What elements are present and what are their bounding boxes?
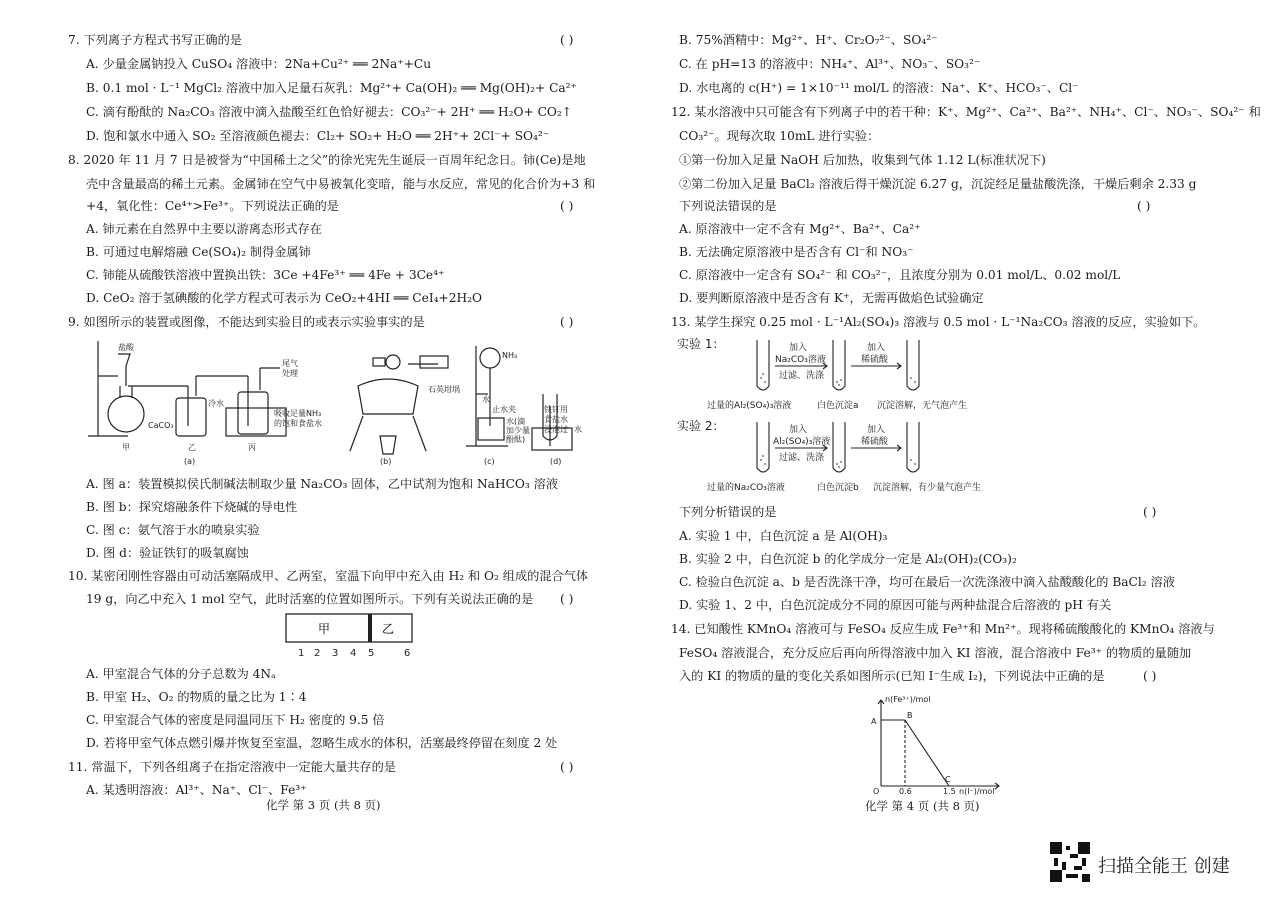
q8-bracket: ( ) bbox=[560, 199, 574, 213]
q13-option-b: B. 实验 2 中，白色沉淀 b 的化学成分一定是 Al₂(OH)₂(CO₃)₂ bbox=[679, 552, 1017, 566]
q8-stem-line2: 壳中含量最高的稀土元素。金属铈在空气中易被氧化变暗，能与水反应，常见的化合价为+3 和 bbox=[86, 177, 596, 191]
q9-stem: 9. 如图所示的装置或图像，不能达到实验目的或表示实验事实的是 bbox=[68, 315, 425, 329]
fig-water-drop1: 水(滴 bbox=[506, 417, 526, 426]
exp1-caption3: 沉淀溶解，无气泡产生 bbox=[877, 401, 968, 411]
scanner-watermark: 扫描全能王 创建 bbox=[1098, 856, 1230, 877]
q13-option-d: D. 实验 1、2 中，白色沉淀成分不同的原因可能与两种盐混合后溶液的 pH 有关 bbox=[679, 598, 1112, 612]
fig-d-note3: 浸泡过 bbox=[544, 425, 568, 434]
q14-stem-line3: 入的 KI 的物质的量的变化关系如图所示(已知 I⁻生成 I₂)，下列说法中正确的是 bbox=[679, 669, 1105, 683]
piston-tick: 4 bbox=[350, 648, 357, 659]
exp1-reagent: Na₂CO₃溶液 bbox=[775, 355, 826, 365]
q12-stem-line2: CO₃²⁻。现每次取 10mL 进行实验： bbox=[679, 129, 880, 143]
right-page bbox=[637, 0, 1274, 900]
q8-option-c: C. 铈能从硫酸铁溶液中置换出铁：3Ce +4Fe³⁺ ══ 4Fe + 3Ce⁴⁺ bbox=[86, 268, 445, 282]
q7-stem: 7. 下列离子方程式书写正确的是 bbox=[68, 33, 242, 47]
fig-hcl-label: 盐酸 bbox=[118, 343, 134, 352]
graph-point-a: A bbox=[871, 717, 877, 726]
graph-origin: O bbox=[873, 787, 880, 796]
q12-step1: ①第一份加入足量 NaOH 后加热，收集到气体 1.12 L(标准状况下) bbox=[679, 153, 1046, 167]
q9-option-c: C. 图 c：氨气溶于水的喷泉实验 bbox=[86, 523, 260, 537]
fig-c-label: (c) bbox=[484, 457, 495, 466]
q12-option-d: D. 要判断原溶液中是否含有 K⁺，无需再做焰色试验确定 bbox=[679, 291, 984, 305]
fig-crucible-label: 石英坩埚 bbox=[428, 385, 460, 394]
exp2-caption1: 过量的Na₂CO₃溶液 bbox=[707, 483, 785, 493]
fig-caco3-label: CaCO₃ bbox=[148, 421, 174, 430]
exp2-add: 加入 bbox=[789, 425, 808, 435]
fig-yi-label: 乙 bbox=[188, 443, 196, 452]
qr-code-icon bbox=[1050, 842, 1090, 882]
fig-water-drop3: 酚酞) bbox=[506, 435, 526, 444]
fig-bing-label: 丙 bbox=[248, 443, 256, 452]
q10-piston-figure bbox=[284, 612, 418, 662]
fig-tail-label1: 尾气 bbox=[282, 359, 298, 368]
fig-d-note1: 铁钉用 bbox=[544, 405, 568, 414]
q9-option-d: D. 图 d：验证铁钉的吸氧腐蚀 bbox=[86, 546, 249, 560]
q13-bracket: ( ) bbox=[1143, 505, 1157, 519]
fig-nh3-label: NH₃ bbox=[502, 351, 518, 360]
fig-water-label: 水 bbox=[482, 395, 490, 404]
q12-option-c: C. 原溶液中一定含有 SO₄²⁻ 和 CO₃²⁻，且浓度分别为 0.01 mol/L、0.02 mol/L bbox=[679, 268, 1121, 282]
graph-x1: 0.6 bbox=[899, 787, 912, 796]
q10-bracket: ( ) bbox=[560, 592, 574, 606]
q7-option-b: B. 0.1 mol · L⁻¹ MgCl₂ 溶液中加入足量石灰乳：Mg²⁺+ Ca(OH)₂ ══ Mg(OH)₂+ Ca²⁺ bbox=[86, 81, 577, 95]
piston-tick: 6 bbox=[404, 648, 411, 659]
graph-ylabel: n(Fe³⁺)/mol bbox=[885, 695, 931, 704]
q9-option-a: A. 图 a：装置模拟侯氏制碱法制取少量 Na₂CO₃ 固体，乙中试剂为饱和 NaHCO₃ 溶液 bbox=[86, 477, 559, 491]
q12-stem-line1: 12. 某水溶液中只可能含有下列离子中的若干种：K⁺、Mg²⁺、Ca²⁺、Ba²⁺、NH₄⁺、Cl⁻、NO₃⁻、SO₄²⁻ 和 bbox=[671, 105, 1261, 119]
q11-option-d: D. 水电离的 c(H⁺) = 1×10⁻¹¹ mol/L 的溶液：Na⁺、K⁺、HCO₃⁻、Cl⁻ bbox=[679, 81, 1079, 95]
fig-b-label: (b) bbox=[380, 457, 392, 466]
right-footer: 化学 第 4 页 (共 8 页) bbox=[865, 799, 980, 813]
fig-a-label: (a) bbox=[184, 457, 196, 466]
q8-stem-line3: +4，氧化性：Ce⁴⁺>Fe³⁺。下列说法正确的是 bbox=[86, 199, 339, 213]
q13-option-a: A. 实验 1 中，白色沉淀 a 是 Al(OH)₃ bbox=[679, 529, 888, 543]
q10-option-d: D. 若将甲室气体点燃引爆并恢复至室温，忽略生成水的体积，活塞最终停留在刻度 2 处 bbox=[86, 736, 558, 750]
fig-nh3note2: 的饱和食盐水 bbox=[274, 419, 322, 428]
q12-bracket: ( ) bbox=[1137, 199, 1151, 213]
exp2-filter: 过滤、洗涤 bbox=[779, 453, 825, 463]
exp1-add: 加入 bbox=[789, 343, 808, 353]
q10-option-b: B. 甲室 H₂、O₂ 的物质的量之比为 1∶4 bbox=[86, 690, 307, 704]
fig-water-drop2: 加少量 bbox=[506, 426, 530, 435]
piston-jia-label: 甲 bbox=[318, 622, 331, 636]
exp2-add2: 加入 bbox=[867, 425, 886, 435]
q13-option-c: C. 检验白色沉淀 a、b 是否洗涤干净，均可在最后一次洗涤液中滴入盐酸酸化的 BaCl₂ 溶液 bbox=[679, 575, 1175, 589]
exp1-add2: 加入 bbox=[867, 343, 886, 353]
left-footer: 化学 第 3 页 (共 8 页) bbox=[266, 798, 381, 812]
fig-d-label: (d) bbox=[550, 457, 562, 466]
q10-option-a: A. 甲室混合气体的分子总数为 4Nₐ bbox=[86, 667, 276, 681]
graph-x2: 1.5 bbox=[943, 787, 956, 796]
q14-stem-line2: FeSO₄ 溶液混合，充分反应后再向所得溶液中加入 KI 溶液，混合溶液中 Fe³⁺ 的物质的量随加 bbox=[679, 646, 1192, 660]
q11-option-a: A. 某透明溶液：Al³⁺、Na⁺、Cl⁻、Fe³⁺ bbox=[86, 783, 307, 797]
q12-option-a: A. 原溶液中一定不含有 Mg²⁺、Ba²⁺、Ca²⁺ bbox=[679, 222, 921, 236]
q11-option-c: C. 在 pH=13 的溶液中：NH₄⁺、Al³⁺、NO₃⁻、SO₃²⁻ bbox=[679, 57, 981, 71]
q14-bracket: ( ) bbox=[1143, 669, 1157, 683]
piston-yi-label: 乙 bbox=[382, 622, 395, 636]
q8-stem-line1: 8. 2020 年 11 月 7 日是被誉为“中国稀土之父”的徐光宪先生诞辰一百周年纪念日。铈(Ce)是地 bbox=[68, 153, 586, 167]
exp1-acid: 稀硫酸 bbox=[861, 355, 889, 365]
q13-experiment2-figure bbox=[677, 416, 1037, 496]
fig-d-note2: 食盐水 bbox=[544, 415, 568, 424]
q7-option-a: A. 少量金属钠投入 CuSO₄ 溶液中：2Na+Cu²⁺ ══ 2Na⁺+Cu bbox=[86, 57, 432, 71]
exp2-label: 实验 2： bbox=[677, 419, 725, 433]
exp2-caption3: 沉淀溶解，有少量气泡产生 bbox=[873, 483, 982, 493]
fig-coldwater-label: 冷水 bbox=[208, 399, 224, 408]
q13-experiment1-figure bbox=[677, 334, 1037, 414]
q10-stem-line2: 19 g，向乙中充入 1 mol 空气，此时活塞的位置如图所示。下列有关说法正确的是 bbox=[86, 592, 534, 606]
q7-option-d: D. 饱和氯水中通入 SO₂ 至溶液颜色褪去：Cl₂+ SO₂+ H₂O ══ 2H⁺+ 2Cl⁻+ SO₄²⁻ bbox=[86, 129, 550, 143]
exp2-caption2: 白色沉淀b bbox=[817, 483, 859, 493]
q13-stem-line3: 下列分析错误的是 bbox=[679, 505, 777, 519]
q10-stem-line1: 10. 某密闭刚性容器由可动活塞隔成甲、乙两室，室温下向甲中充入由 H₂ 和 O₂ 组成的混合气体 bbox=[68, 569, 589, 583]
exp2-acid: 稀硫酸 bbox=[861, 437, 889, 447]
q11-bracket: ( ) bbox=[560, 760, 574, 774]
q9-bracket: ( ) bbox=[560, 315, 574, 329]
q13-stem: 13. 某学生探究 0.25 mol · L⁻¹Al₂(SO₄)₃ 溶液与 0.5 mol · L⁻¹Na₂CO₃ 溶液的反应，实验如下。 bbox=[671, 315, 1206, 329]
q14-stem-line1: 14. 已知酸性 KMnO₄ 溶液可与 FeSO₄ 反应生成 Fe³⁺和 Mn²⁺。现将稀硫酸酸化的 KMnO₄ 溶液与 bbox=[671, 622, 1215, 636]
q9-apparatus-figure bbox=[88, 336, 588, 472]
q8-option-a: A. 铈元素在自然界中主要以游离态形式存在 bbox=[86, 222, 322, 236]
q12-step2: ②第二份加入足量 BaCl₂ 溶液后得干燥沉淀 6.27 g，沉淀经足量盐酸洗涤，干燥后剩余 2.33 g bbox=[679, 177, 1197, 191]
piston-tick: 3 bbox=[332, 648, 339, 659]
graph-xlabel: n(I⁻)/mol bbox=[959, 787, 995, 796]
graph-point-b: B bbox=[907, 711, 913, 720]
q8-option-d: D. CeO₂ 溶于氢碘酸的化学方程式可表示为 CeO₂+4HI ══ CeI₄+2H₂O bbox=[86, 291, 483, 305]
fig-clamp-label: 止水夹 bbox=[492, 405, 516, 414]
q12-option-b: B. 无法确定原溶液中是否含有 Cl⁻和 NO₃⁻ bbox=[679, 245, 914, 259]
piston-tick: 1 bbox=[298, 648, 305, 659]
fig-nh3note1: 吸收足量NH₃ bbox=[274, 409, 322, 418]
q9-option-b: B. 图 b：探究熔融条件下烧碱的导电性 bbox=[86, 500, 298, 514]
exp1-caption2: 白色沉淀a bbox=[817, 401, 859, 411]
exp1-caption1: 过量的Al₂(SO₄)₃溶液 bbox=[707, 401, 792, 411]
fig-tail-label2: 处理 bbox=[282, 369, 298, 378]
q7-bracket: ( ) bbox=[560, 33, 574, 47]
piston-tick: 5 bbox=[368, 648, 375, 659]
q10-option-c: C. 甲室混合气体的密度是同温同压下 H₂ 密度的 9.5 倍 bbox=[86, 713, 385, 727]
q11-option-b: B. 75%酒精中：Mg²⁺、H⁺、Cr₂O₇²⁻、SO₄²⁻ bbox=[679, 33, 938, 47]
fig-jia-label: 甲 bbox=[122, 443, 130, 452]
q11-stem: 11. 常温下，下列各组离子在指定溶液中一定能大量共存的是 bbox=[68, 760, 396, 774]
exp1-label: 实验 1： bbox=[677, 337, 725, 351]
q8-option-b: B. 可通过电解熔融 Ce(SO₄)₂ 制得金属铈 bbox=[86, 245, 311, 259]
q7-option-c: C. 滴有酚酞的 Na₂CO₃ 溶液中滴入盐酸至红色恰好褪去：CO₃²⁻+ 2H⁺ ══ H₂O+ CO₂↑ bbox=[86, 105, 573, 119]
exp1-filter: 过滤、洗涤 bbox=[779, 371, 825, 381]
piston-tick: 2 bbox=[314, 648, 321, 659]
q12-stem-line3: 下列说法错误的是 bbox=[679, 199, 777, 213]
graph-point-c: C bbox=[945, 775, 951, 784]
q14-graph bbox=[865, 694, 1005, 796]
exp2-reagent: Al₂(SO₄)₃溶液 bbox=[773, 437, 831, 447]
fig-d-water: 水 bbox=[574, 425, 582, 434]
